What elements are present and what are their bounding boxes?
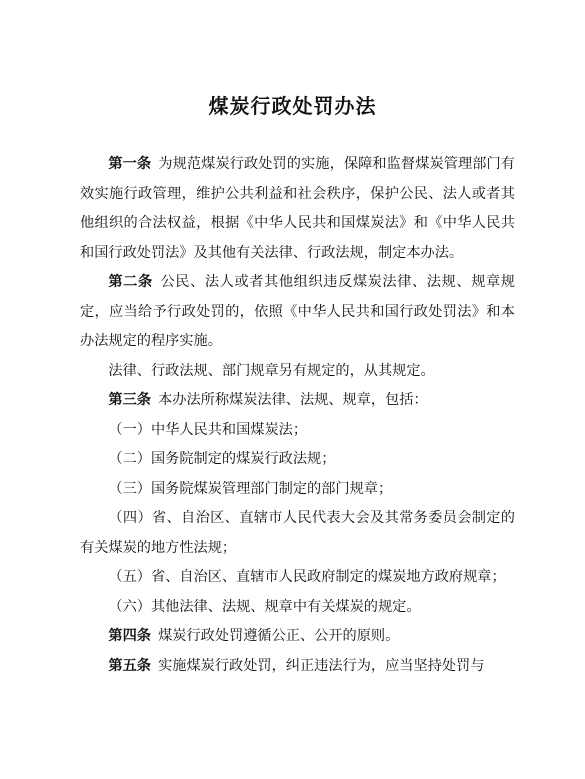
paragraph [80, 445, 515, 475]
label-gap [151, 392, 158, 408]
paragraph-text: （五）省、自治区、直辖市人民政府制定的煤炭地方政府规章； [108, 569, 506, 585]
paragraph [80, 416, 515, 446]
article-label: 第四条 [108, 628, 151, 644]
paragraph-text: （四）省、自治区、直辖市人民代表大会及其常务委员会制定的有关煤炭的地方性法规； [80, 510, 515, 556]
paragraph-text: （三）国务院煤炭管理部门制定的部门规章； [108, 480, 393, 497]
paragraph [80, 386, 515, 416]
paragraph [80, 652, 515, 682]
paragraph-text: 煤炭行政处罚遵循公正、公开的原则。 [158, 628, 400, 644]
paragraph-text: 实施煤炭行政处罚，纠正违法行为，应当坚持处罚与 [158, 657, 485, 674]
document-body [80, 150, 515, 681]
paragraph [80, 504, 515, 563]
paragraph [80, 593, 515, 623]
paragraph [80, 268, 515, 357]
label-gap [151, 628, 158, 644]
paragraph-text: 为规范煤炭行政处罚的实施，保障和监督煤炭管理部门有效实施行政管理，维护公共利益和社会秩序，保护公民、法人或者其他组织的合法权益，根据《中华人民共和国煤炭法》和《中华人民共和国行政处罚法》及其他有关法律、行政法规，制定本办法。 [80, 156, 515, 261]
paragraph-text: （六）其他法律、法规、规章中有关煤炭的规定。 [108, 598, 421, 615]
article-label: 第五条 [108, 657, 151, 674]
paragraph-text: （一）中华人民共和国煤炭法； [108, 421, 308, 438]
document-title: 煤炭行政处罚办法 [208, 94, 377, 118]
label-gap [151, 658, 158, 674]
paragraph-text: 法律、行政法规、部门规章另有规定的，从其规定。 [108, 362, 435, 379]
article-label: 第三条 [108, 392, 151, 408]
paragraph [80, 622, 515, 652]
paragraph-text: 本办法所称煤炭法律、法规、规章，包括： [158, 392, 428, 408]
label-gap [153, 274, 160, 290]
paragraph [80, 563, 515, 593]
paragraph [80, 357, 515, 387]
article-label: 第一条 [108, 156, 152, 172]
paragraph [80, 475, 515, 505]
paragraph [80, 150, 515, 268]
paragraph-text: 公民、法人或者其他组织违反煤炭法律、法规、规章规定，应当给予行政处罚的，依照《中华人民共和国行政处罚法》和本办法规定的程序实施。 [80, 274, 515, 349]
article-label: 第二条 [108, 274, 153, 290]
paragraph-text: （二）国务院制定的煤炭行政法规； [108, 451, 336, 467]
